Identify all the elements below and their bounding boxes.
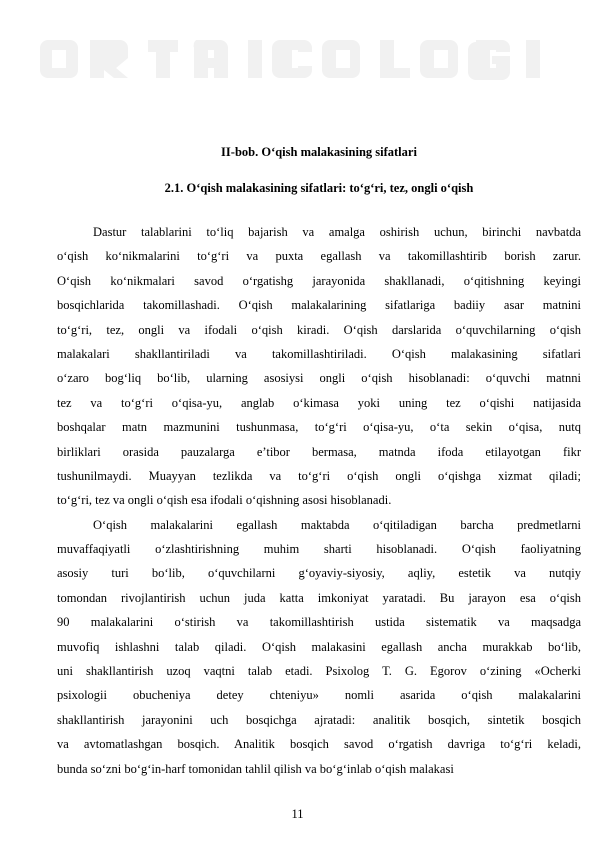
text-line: Dastur talablarini to‘liq bajarish va amalga oshirish uchun, birinchi navbatda <box>93 225 581 239</box>
text-line: 90 malakalarini o‘stirish va takomillashtirish ustida sistematik va maqsadga <box>57 615 581 630</box>
text-line: o‘qish ko‘nikmalarini to‘g‘ri va puxta egallash va takomillashtirib borish zarur. <box>57 249 581 264</box>
text-line: malakalari shakllantiriladi va takomillashtiriladi. O‘qish malakasining sifatlari <box>57 346 581 361</box>
section-title: 2.1. O‘qish malakasining sifatlari: to‘g‘ri, tez, ongli o‘qish <box>164 181 474 195</box>
text-line: tez va to‘g‘ri o‘qisa-yu, anglab o‘kimasa yoki uning tez o‘qishi natijasida <box>57 395 581 410</box>
text-line: muvofiq ishlashni talab qiladi. O‘qish malakasini egallash ancha murakkab bo‘lib, <box>57 639 581 654</box>
text-line: to‘g‘ri, tez va ongli o‘qish esa ifodali o‘qishning asosi hisoblanadi. <box>57 493 392 508</box>
paragraph <box>57 220 581 513</box>
text-line: O‘qish ko‘nikmalari savod o‘rgatishg jarayonida shakllanadi, o‘qitishning keyingi <box>57 273 581 288</box>
text-line: muvaffaqiyatli o‘zlashtirishning muhim sharti hisoblanadi. O‘qish faoliyatning <box>57 542 581 557</box>
text-line: O‘qish malakalarini egallash maktabda o‘qitiladigan barcha predmetlarni <box>93 517 581 532</box>
text-line: tomondan rivojlantirish uchun juda katta imkoniyat yaratadi. Bu jarayon esa o‘qish <box>57 590 581 605</box>
text-line: tushunilmaydi. Muayyan tezlikda va to‘g‘ri o‘qish ongli o‘qishga xizmat qiladi; <box>57 468 581 483</box>
text-line: uni shakllantirish uzoq vaqtni talab etadi. Psixolog T. G. Egorov o‘zining «Ocherki <box>57 664 581 679</box>
text-line: boshqalar matn mazmunini tushunmasa, to‘g‘ri o‘qisa-yu, o‘ta sekin o‘qisa, nutq <box>57 420 581 435</box>
text-line: psixologii obucheniya detey chteniyu» nomli asarida o‘qish malakalarini <box>57 688 581 703</box>
text-line: va avtomatlashgan bosqich. Analitik bosqich savod o‘rgatish davriga to‘g‘ri keladi, <box>57 737 581 752</box>
text-line: o‘zaro bog‘liq bo‘lib, ularning asosiysi ongli o‘qish hisoblanadi: o‘quvchi matnni <box>57 371 581 386</box>
text-line: to‘g‘ri, tez, ongli va ifodali o‘qish kiradi. O‘qish darslarida o‘quvchilarning o‘qish <box>57 322 581 337</box>
text-line: asosiy turi bo‘lib, o‘quvchilarni g‘oyaviy-siyosiy, aqliy, estetik va nutqiy <box>57 566 581 581</box>
chapter-title: II-bob. O‘qish malakasining sifatlari <box>221 145 417 159</box>
page-number: 11 <box>291 807 304 821</box>
text-line: shakllantirish jarayonini uch bosqichga ajratadi: analitik bosqich, sintetik bosqich <box>57 712 581 727</box>
watermark-logo <box>0 0 595 110</box>
text-line: birliklari orasida pauzalarga e’tibor bermasa, matnda ifoda etilayotgan fikr <box>57 444 581 459</box>
paragraph <box>57 513 581 781</box>
body-text <box>57 220 581 781</box>
text-line: bunda so‘zni bo‘g‘in-harf tomonidan tahlil qilish va bo‘g‘inlab o‘qish malakasi <box>57 761 454 776</box>
text-line: bosqichlarida takomillashadi. O‘qish malakalarining sifatlariga badiiy asar matnini <box>57 298 581 313</box>
